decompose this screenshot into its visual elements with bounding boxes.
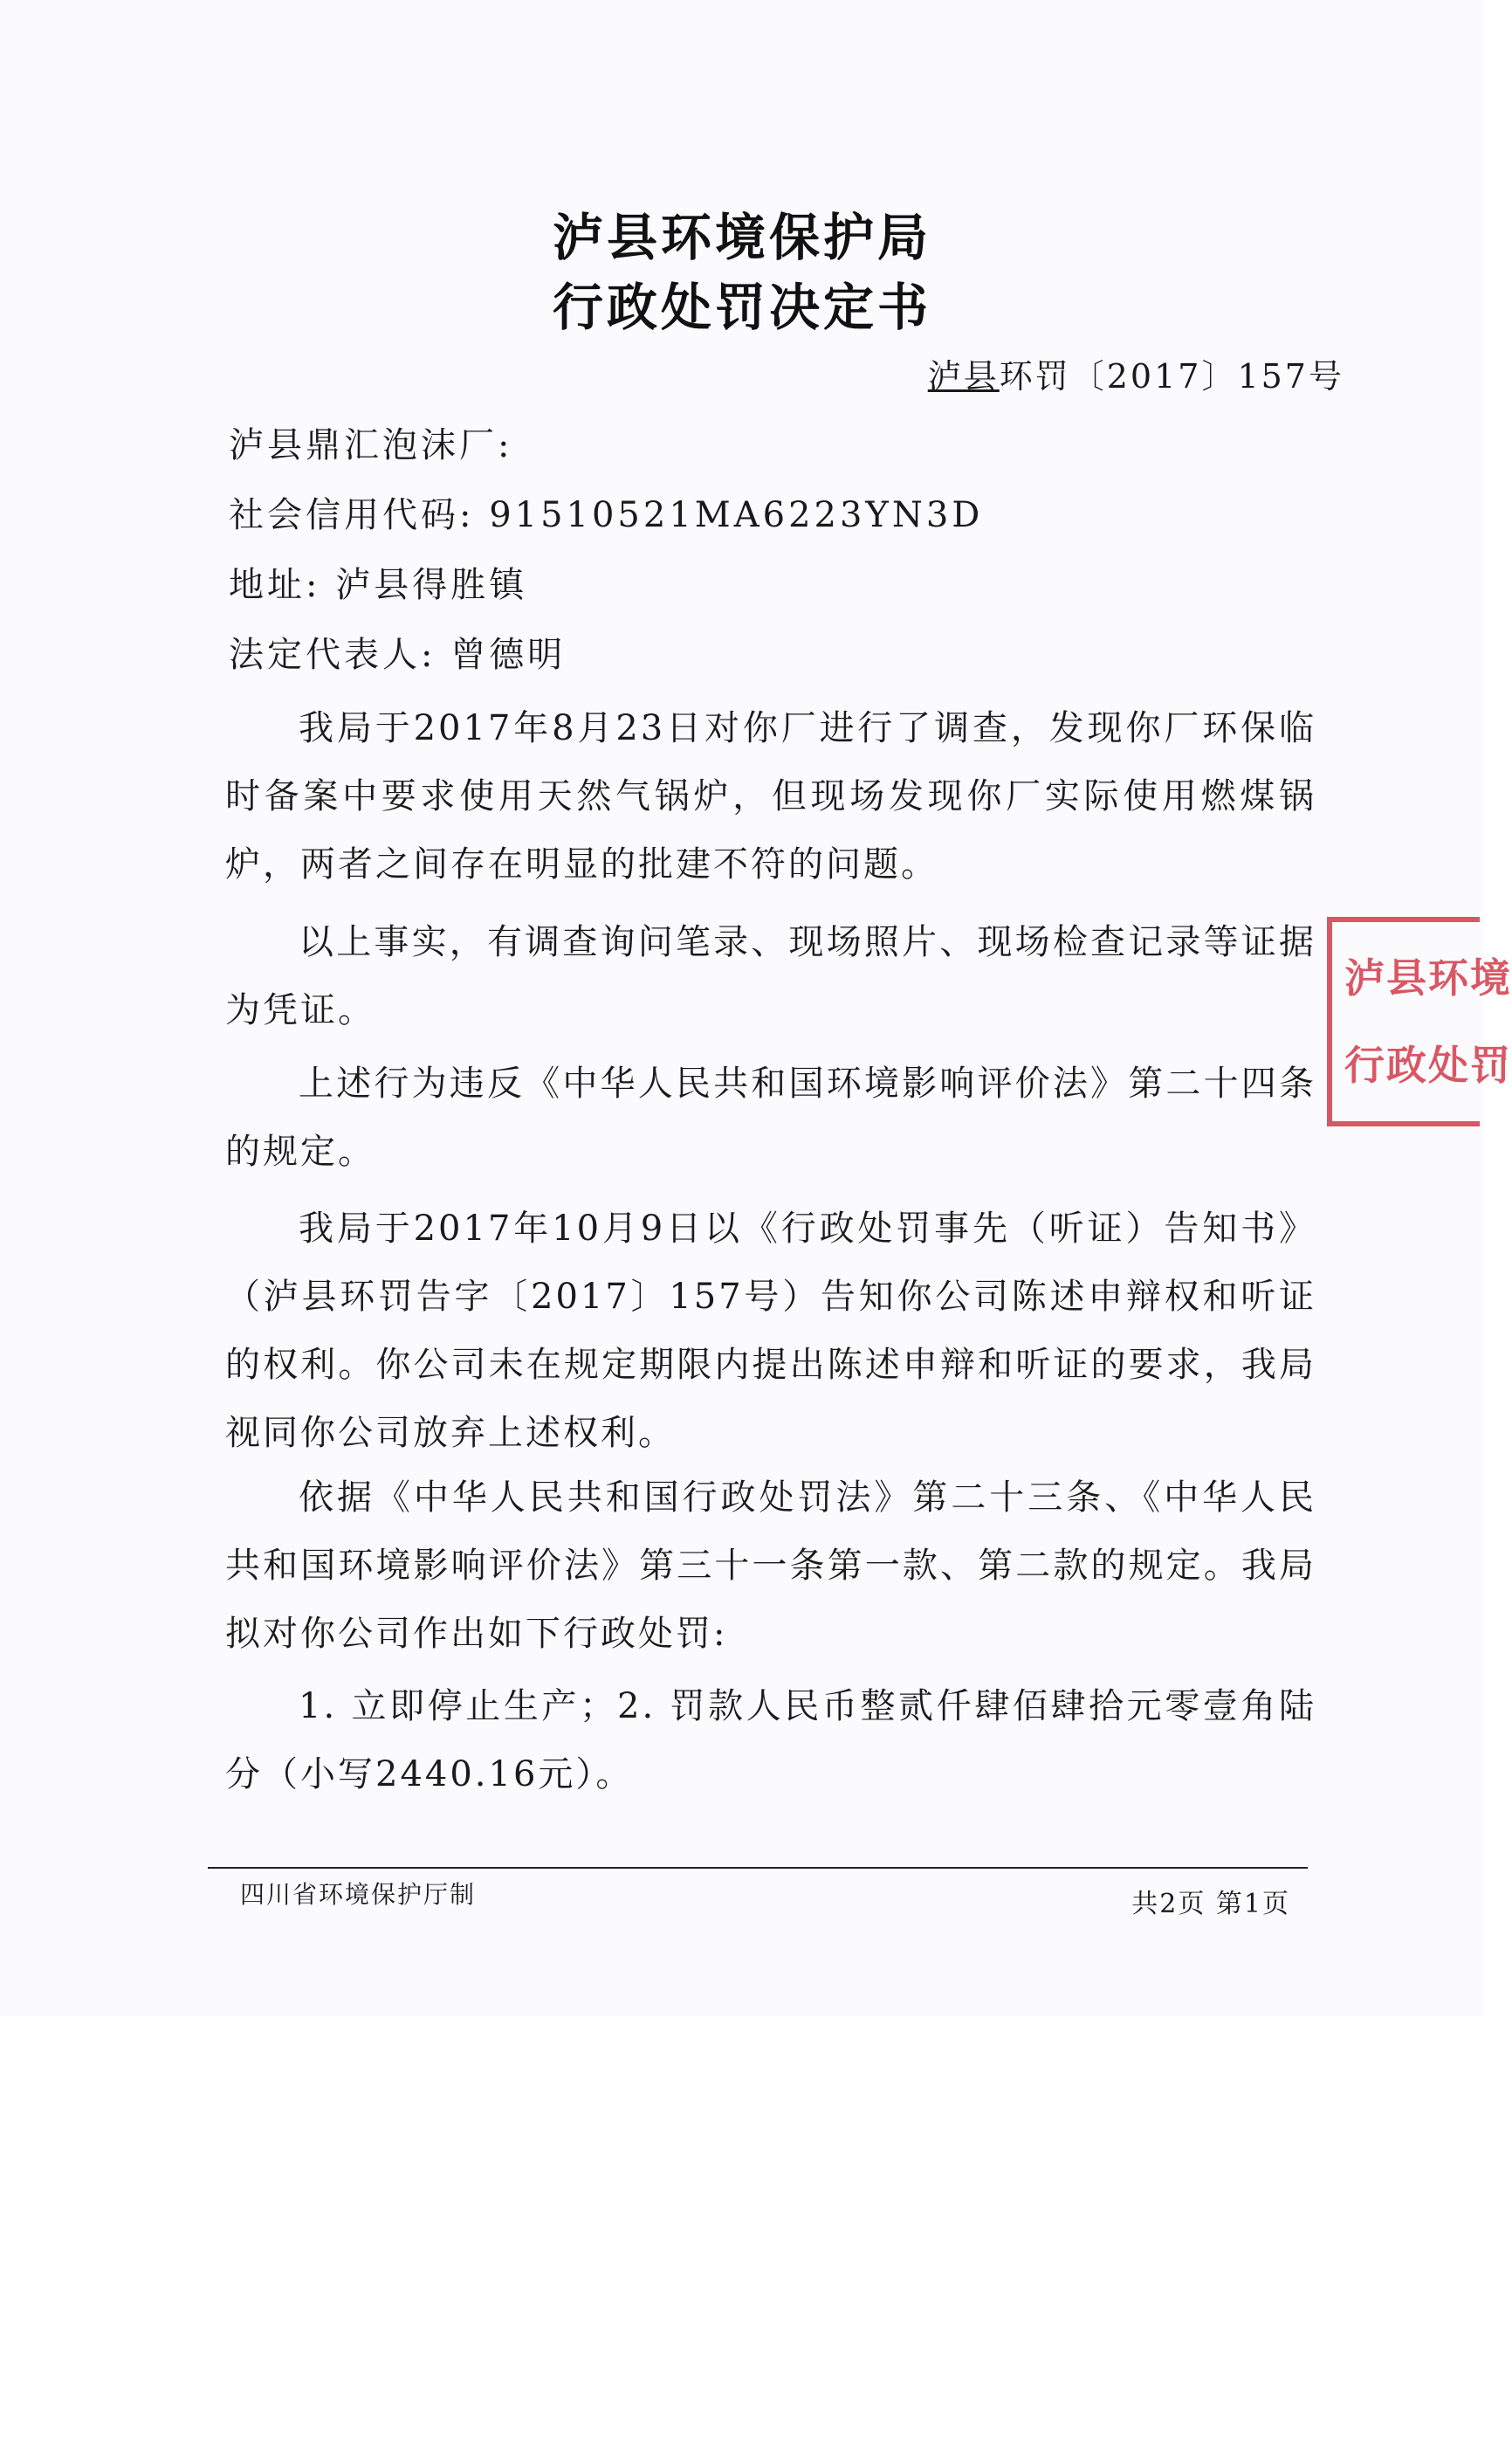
paragraph-legal-basis: 依据《中华人民共和国行政处罚法》第二十三条、《中华人民共和国环境影响评价法》第三十一条第一款、第二款的规定。我局拟对你公司作出如下行政处罚:: [225, 1477, 1316, 1654]
paragraph-violation: 上述行为违反《中华人民共和国环境影响评价法》第二十四条的规定。: [225, 1064, 1316, 1172]
footer-issuer: 四川省环境保护厅制: [240, 1880, 477, 1909]
document-title-line1: 泸县环境保护局: [552, 208, 931, 267]
seal-text-line1: 泸县环境: [1344, 954, 1512, 1002]
footer-page-info: 共2页 第1页: [1131, 1889, 1290, 1919]
paragraph-evidence: 以上事实，有调查询问笔录、现场照片、现场检查记录等证据为凭证。: [225, 922, 1316, 1030]
official-seal-stamp: [1327, 917, 1512, 1126]
legal-representative: 法定代表人: 曾德明: [229, 635, 567, 675]
address: 地址: 泸县得胜镇: [229, 565, 528, 605]
recipient-name: 泸县鼎汇泡沫厂:: [229, 425, 513, 465]
paragraph-penalty: 1. 立即停止生产；2. 罚款人民币整贰仟肆佰肆拾元零壹角陆分（小写2440.16元）。: [225, 1686, 1316, 1794]
document-number: [928, 349, 1344, 397]
credit-code: 社会信用代码: 91510521MA6223YN3D: [229, 495, 984, 535]
document-number-rest: 环罚〔2017〕157号: [999, 357, 1344, 396]
seal-text-line2: 行政处罚: [1344, 1042, 1512, 1089]
document-number-underlined: 泸县: [927, 357, 1000, 396]
paragraph-notice: 我局于2017年10月9日以《行政处罚事先（听证）告知书》（泸县环罚告字〔2017〕157号）告知你公司陈述申辩权和听证的权利。你公司未在规定期限内提出陈述申辩和听证的要求，我局视同你公司放弃上述权利。: [225, 1209, 1316, 1453]
footer-divider: [208, 1867, 1308, 1869]
document-title-line2: 行政处罚决定书: [552, 278, 931, 337]
paragraph-investigation: 我局于2017年8月23日对你厂进行了调查，发现你厂环保临时备案中要求使用天然气锅炉，但现场发现你厂实际使用燃煤锅炉，两者之间存在明显的批建不符的问题。: [225, 708, 1316, 885]
